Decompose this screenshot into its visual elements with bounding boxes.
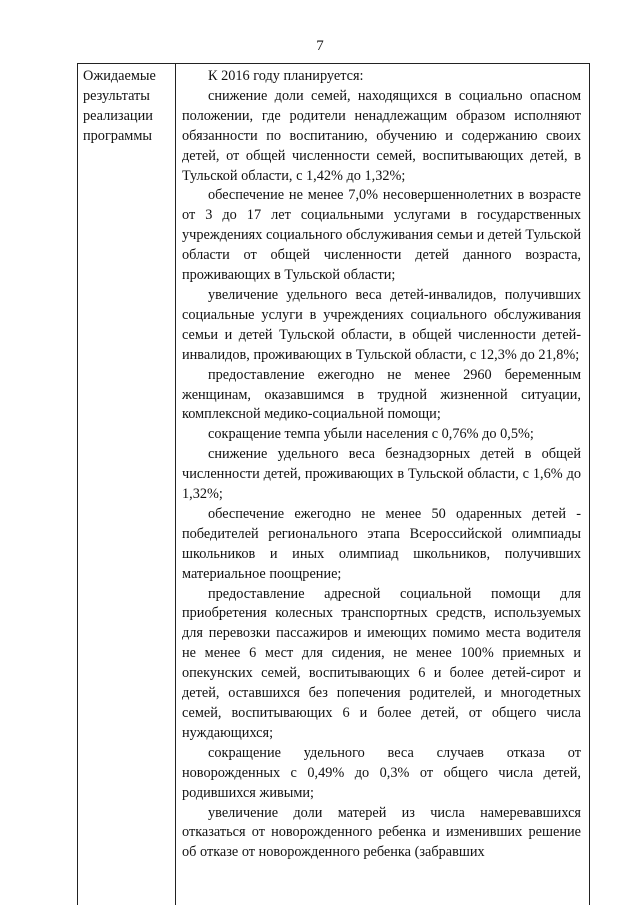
content-item: увеличение доли матерей из числа намеревавшихся отказаться от новорожденного ребенка и изменивших решение об отказе от новорожденного ребенка (забравших — [182, 804, 581, 861]
content-item: обеспечение ежегодно не менее 50 одаренных детей - победителей регионального этапа Всероссийской олимпиады школьников и иных олимпиад школьников, получивших материальное поощрение; — [182, 505, 581, 582]
column-divider — [175, 64, 176, 905]
program-table — [77, 63, 590, 905]
content-item: предоставление адресной социальной помощи для приобретения колесных транспортных средств, используемых для перевозки пассажиров и имеющих помимо места водителя не менее 6 мест для сидения, не менее 100% приемных и опекунских семей, воспитывающих 6 и более детей-сирот и детей, оставшихся без попечения родителей, и многодетных семей, воспитывающих 6 и более детей, от общего числа нуждающихся; — [182, 585, 581, 741]
content-item: снижение удельного веса безнадзорных детей в общей численности детей, проживающих в Тульской области, с 1,6% до 1,32%; — [182, 446, 581, 503]
content-item: увеличение удельного веса детей-инвалидов, получивших социальные услуги в учреждениях социального обслуживания семьи и детей Тульской области, в общей численности детей-инвалидов, проживающих в Тульской области, с 12,3% до 21,8%; — [182, 286, 581, 363]
content-item: сокращение удельного веса случаев отказа от новорожденных с 0,49% до 0,3% от общего числа детей, родившихся живыми; — [182, 744, 581, 801]
content-item: обеспечение не менее 7,0% несовершеннолетних в возрасте от 3 до 17 лет социальными услугами в государственных учреждениях социального обслуживания семьи и детей Тульской области от общей численности детей данного возраста, проживающих в Тульской области; — [182, 187, 581, 284]
row-heading: Ожидаемые результаты реализации программы — [83, 68, 156, 144]
content-item: снижение доли семей, находящихся в социально опасном положении, где родители ненадлежащим образом исполняют обязанности по воспитанию, обучению и содержанию своих детей, от общей численности семей, воспитывающих детей, в Тульской области, с 1,42% до 1,32%; — [182, 87, 581, 184]
row-content — [182, 67, 581, 863]
page-number: 7 — [316, 38, 324, 54]
content-item: предоставление ежегодно не менее 2960 беременным женщинам, оказавшимся в трудной жизненной ситуации, комплексной медико-социальной помощи; — [182, 366, 581, 423]
content-item: сокращение темпа убыли населения с 0,76% до 0,5%; — [208, 426, 534, 443]
content-lead: К 2016 году планируется: — [208, 68, 364, 84]
